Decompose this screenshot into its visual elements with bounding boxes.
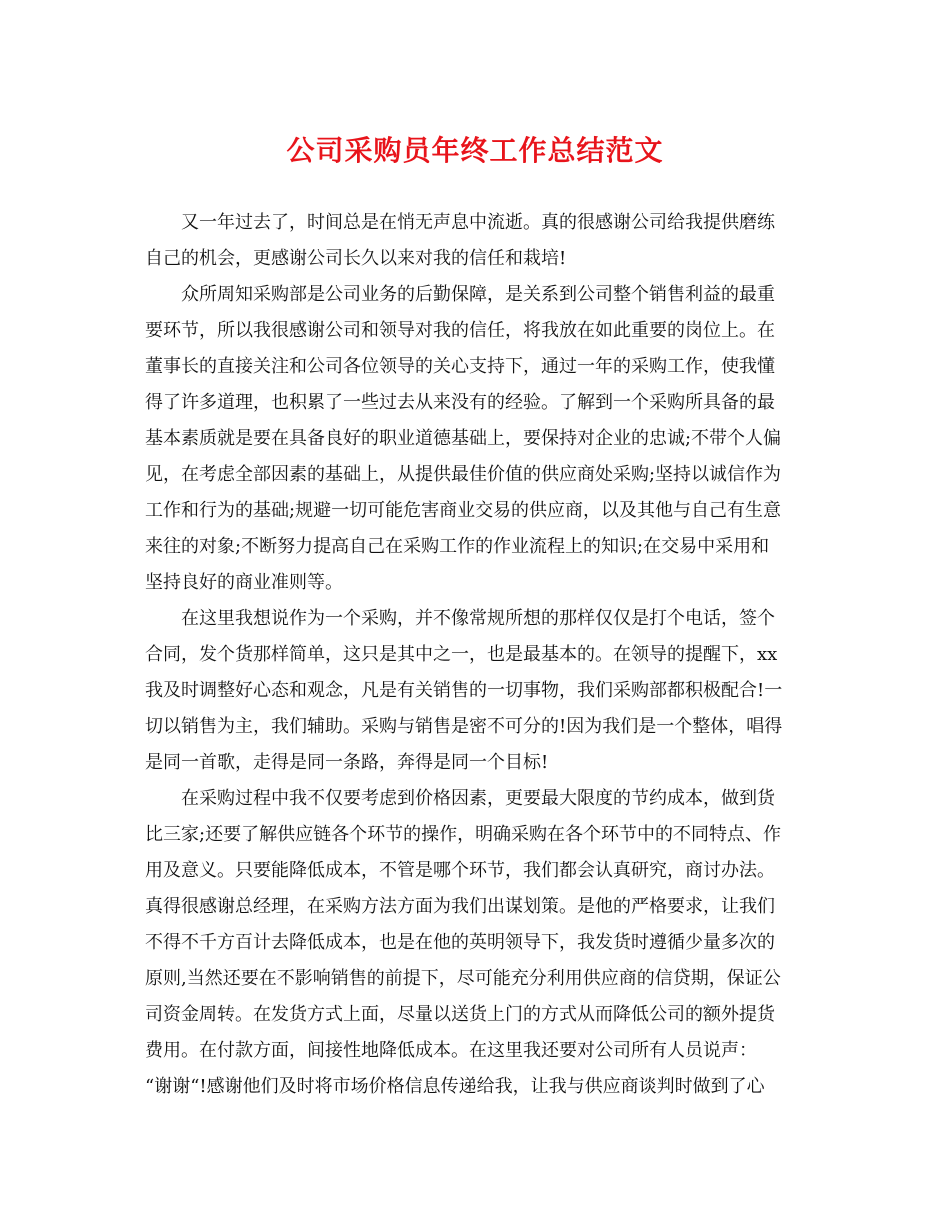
- paragraph-line: 众所周知采购部是公司业务的后勤保障，是关系到公司整个销售利益的最重: [181, 284, 775, 305]
- paragraph-line: 工作和行为的基础;规避一切可能危害商业交易的供应商，以及其他与自己有生意: [145, 500, 782, 521]
- paragraph-line: 在采购过程中我不仅要考虑到价格因素，更要最大限度的节约成本，做到货: [181, 788, 775, 809]
- paragraph-line: 不得不千方百计去降低成本，也是在他的英明领导下，我发货时遵循少量多次的: [145, 932, 775, 953]
- paragraph: [145, 781, 805, 1105]
- paragraph-line: 得了许多道理，也积累了一些过去从来没有的经验。了解到一个采购所具备的最: [145, 392, 775, 413]
- paragraph-line: 董事长的直接关注和公司各位领导的关心支持下，通过一年的采购工作，使我懂: [145, 356, 775, 377]
- paragraph-line: 又一年过去了，时间总是在悄无声息中流逝。真的很感谢公司给我提供磨练: [181, 212, 775, 233]
- paragraph-line: 用及意义。只要能降低成本，不管是哪个环节，我们都会认真研究，商讨办法。: [145, 860, 775, 881]
- paragraph-line: 要环节，所以我很感谢公司和领导对我的信任，将我放在如此重要的岗位上。在: [145, 320, 775, 341]
- document-body: [145, 205, 805, 1105]
- paragraph-line: 自己的机会，更感谢公司长久以来对我的信任和栽培!: [145, 248, 567, 269]
- document-title: 公司采购员年终工作总结范文: [286, 134, 664, 167]
- paragraph: [145, 277, 805, 601]
- paragraph-line: 坚持良好的商业准则等。: [145, 572, 343, 593]
- paragraph-line: 司资金周转。在发货方式上面，尽量以送货上门的方式从而降低公司的额外提货: [145, 1004, 775, 1025]
- paragraph-line: 我及时调整好心态和观念，凡是有关销售的一切事物，我们采购部都积极配合!一: [145, 680, 783, 701]
- paragraph-line: 在这里我想说作为一个采购，并不像常规所想的那样仅仅是打个电话，签个: [181, 608, 775, 629]
- paragraph-line: 是同一首歌，走得是同一条路，奔得是同一个目标!: [145, 752, 549, 773]
- paragraph-line: 见，在考虑全部因素的基础上，从提供最佳价值的供应商处采购;坚持以诚信作为: [145, 464, 782, 485]
- paragraph-line: 真得很感谢总经理，在采购方法方面为我们出谋划策。是他的严格要求，让我们: [145, 896, 775, 917]
- paragraph-line: 费用。在付款方面，间接性地降低成本。在这里我还要对公司所有人员说声：: [145, 1040, 757, 1061]
- paragraph-line: 切以销售为主，我们辅助。采购与销售是密不可分的!因为我们是一个整体，唱得: [145, 716, 783, 737]
- paragraph-line: 来往的对象;不断努力提高自己在采购工作的作业流程上的知识;在交易中采用和: [145, 536, 770, 557]
- paragraph-line: 合同，发个货那样简单，这只是其中之一，也是最基本的。在领导的提醒下，xx: [145, 644, 778, 665]
- paragraph-line: 原则,当然还要在不影响销售的前提下，尽可能充分利用供应商的信贷期，保证公: [145, 968, 781, 989]
- paragraph: [145, 205, 805, 277]
- paragraph-line: “谢谢“!感谢他们及时将市场价格信息传递给我，让我与供应商谈判时做到了心: [145, 1076, 765, 1097]
- paragraph: [145, 601, 805, 781]
- paragraph-line: 比三家;还要了解供应链各个环节的操作，明确采购在各个环节中的不同特点、作: [145, 824, 782, 845]
- paragraph-line: 基本素质就是要在具备良好的职业道德基础上，要保持对企业的忠诚;不带个人偏: [145, 428, 782, 449]
